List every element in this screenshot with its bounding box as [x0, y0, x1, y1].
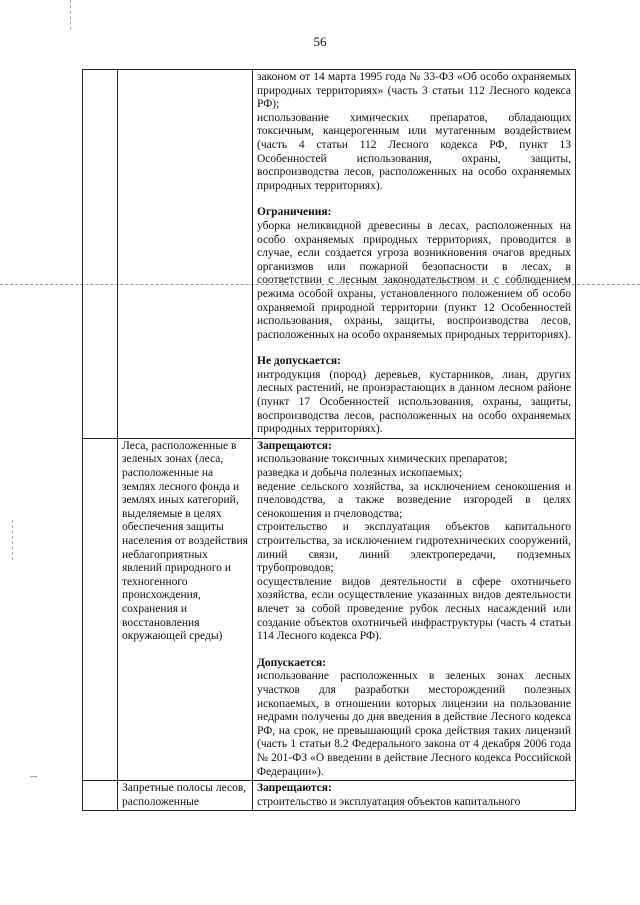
regime-item: осуществление видов деятельности в сфере охотничьего хозяйства, если осуществление указанных видов деятельности влечет за собой проведение рубок лесных насаждений или создание объектов охотничьей инфраструктуры (часть 4 статьи 114 Лесного кодекса РФ). [257, 575, 571, 643]
regime-item: строительство и эксплуатация объектов капитального строительства, за исключением гидротехнических сооружений, линий связи, линий электропередачи, подземных трубопроводов; [257, 521, 571, 575]
regime-cell [253, 70, 576, 439]
table-row [83, 781, 576, 811]
zone-name-cell: Запретные полосы лесов, расположенные [118, 781, 253, 811]
regime-heading: Запрещаются: [257, 439, 332, 452]
block-spacer [257, 342, 571, 355]
regime-cell [253, 438, 576, 780]
row-number-cell [83, 70, 118, 439]
regime-item: уборка неликвидной древесины в лесах, расположенных на особо охраняемых природных территориях, проводится в случае, если создается угроза возникновения очагов вредных организмов или пожарной безопасности в лесах, в соответствии с лесным законодательством и с соблюдением режима особой охраны, установленного положением об особо охраняемой природной территории (пункт 12 Особенностей использования, охраны, защиты, воспроизводства лесов, расположенных на особо охраняемых природных территориях). [257, 219, 571, 341]
table-row [83, 438, 576, 780]
regulation-table [82, 69, 576, 811]
regime-heading: Не допускается: [257, 355, 341, 368]
regime-item: использование расположенных в зеленых зонах лесных участков для разработки месторождений полезных ископаемых, в отношении которых лицензии на пользование недрами получены до дня введения в действие Лесного кодекса РФ, на срок, не превышающий срока действия таких лицензий (часть 1 статьи 8.2 Федерального закона от 4 декабря 2006 года № 201-ФЗ «О введении в действие Лесного кодекса Российской Федерации»). [257, 670, 571, 778]
regime-item: использование химических препаратов, обладающих токсичным, канцерогенным или мутагенным воздействием (часть 4 статьи 112 Лесного кодекса РФ, пункт 13 Особенностей использования, охраны, защиты, воспроизводства лесов, расположенных на особо охраняемых природных территориях). [257, 111, 571, 192]
regime-heading: Ограничения: [257, 206, 332, 219]
scan-vertical-line-left [12, 520, 13, 560]
regime-cell [253, 781, 576, 811]
regime-item: использование токсичных химических препаратов; [257, 453, 508, 466]
scan-margin-mark: ꟷ [30, 772, 38, 782]
row-number-cell [83, 781, 118, 811]
page-number: 56 [313, 34, 327, 49]
table-row [83, 70, 576, 439]
block-spacer [257, 644, 571, 657]
regime-item: законом от 14 марта 1995 года № 33-ФЗ «Об особо охраняемых природных территориях» (часть 3 статьи 112 Лесного кодекса РФ); [257, 71, 571, 111]
regime-item: ведение сельского хозяйства, за исключением сенокошения и пчеловодства, а также возведение изгородей в целях сенокошения и пчеловодства; [257, 480, 571, 520]
regime-item: интродукция (пород) деревьев, кустарников, лиан, других лесных растений, не произрастающих в данном лесном районе (пункт 17 Особенностей использования, охраны, защиты, воспроизводства лесов, расположенных на особо охраняемых природных территориях). [257, 368, 571, 436]
regime-heading: Запрещаются: [257, 782, 332, 795]
regime-heading: Допускается: [257, 656, 327, 669]
zone-name-cell: Леса, расположенные в зеленых зонах (леса, расположенные на землях лесного фонда и землях иных категорий, выделяемые в целях обеспечения защиты населения от воздействия неблагоприятных явлений природного и техногенного происхождения, сохранения и восстановления окружающей среды) [118, 438, 253, 780]
block-spacer [257, 193, 571, 206]
scan-vertical-line-top [70, 0, 71, 30]
regime-item: разведка и добыча полезных ископаемых; [257, 467, 463, 480]
regime-item: строительство и эксплуатация объектов капитального [257, 795, 521, 808]
row-number-cell [83, 438, 118, 780]
zone-name-cell [118, 70, 253, 439]
